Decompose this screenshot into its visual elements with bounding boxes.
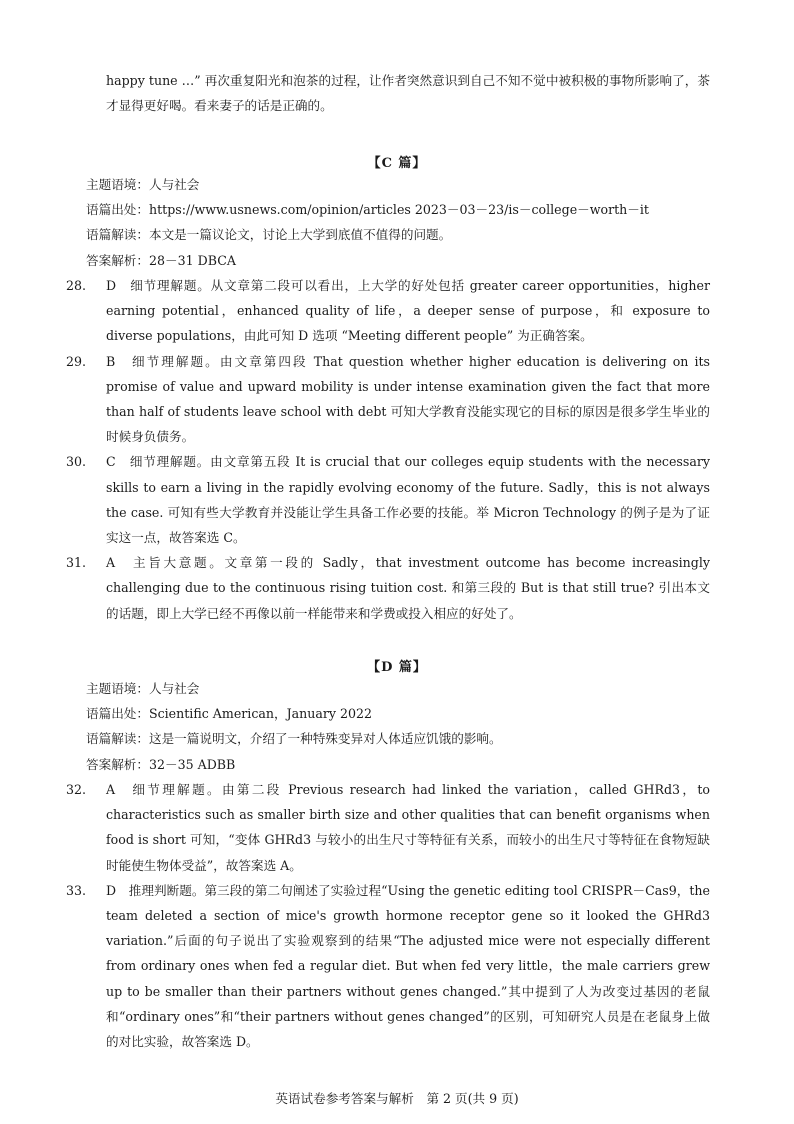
question-item-32 xyxy=(66,777,710,878)
question-explanation: B 细节理解题。由文章第四段 That question whether higher education is delivering on its promise of value and upward mobility is under intense examination given the fact that more than half of students leave school with debt 可知大学教育没能实现它的目标的原因是很多学生毕业的时候身负债务。 xyxy=(106,353,710,445)
intro-paragraph: happy tune …” 再次重复阳光和泡茶的过程，让作者突然意识到自己不知不觉中被积极的事物所影响了，茶才显得更好喝。看来妻子的话是正确的。 xyxy=(106,73,710,114)
question-explanation: A 主旨大意题。文章第一段的 Sadly，that investment outcome has become increasingly challenging due to the continuous rising tuition cost. 和第三段的 But is that still true? 引出本文的话题，即上大学已经不再像以前一样能带来和学费或投入相应的好处了。 xyxy=(106,555,710,621)
section-c-answers: 答案解析：28－31 DBCA xyxy=(86,252,236,268)
section-d-items xyxy=(66,777,710,1054)
section-c-items xyxy=(66,273,710,626)
section-d-theme: 主题语境：人与社会 xyxy=(86,681,200,696)
section-d-summary: 语篇解读：这是一篇说明文，介绍了一种特殊变异对人体适应饥饿的影响。 xyxy=(86,731,502,747)
question-item-33 xyxy=(66,878,710,1054)
question-number: 30. xyxy=(66,454,87,470)
question-number: 32. xyxy=(66,782,87,797)
section-c-source: 语篇出处：https://www.usnews.com/opinion/articles 2023－03－23/is－college－worth－it xyxy=(86,202,649,218)
question-explanation: C 细节理解题。由文章第五段 It is crucial that our colleges equip students with the necessary skills to earn a living in the rapidly evolving economy of the future. Sadly，this is not always the case. 可知有些大学教育并没能让学生具备工作必要的技能。举 Micron Technology 的例子是为了证实这一点，故答案选 C。 xyxy=(106,454,710,546)
question-item-29 xyxy=(66,349,710,450)
question-number: 29. xyxy=(66,353,87,369)
question-item-28 xyxy=(66,273,710,349)
section-d-meta xyxy=(86,676,710,777)
section-c-meta xyxy=(86,172,710,273)
intro-paragraph-block xyxy=(86,68,710,118)
question-item-30 xyxy=(66,449,710,550)
section-d-answers: 答案解析：32－35 ADBB xyxy=(86,756,236,772)
question-number: 31. xyxy=(66,555,87,571)
section-c-summary: 语篇解读：本文是一篇议论文，讨论上大学到底值不值得的问题。 xyxy=(86,227,452,243)
question-explanation: D 细节理解题。从文章第二段可以看出，上大学的好处包括 greater career opportunities，higher earning potential，enhanced quality of life，a deeper sense of purpose，和 exposure to diverse populations，由此可知 D 选项 “Meeting different people” 为正确答案。 xyxy=(106,278,710,344)
section-d-title: 【D 篇】 xyxy=(367,660,427,675)
section-c-title: 【C 篇】 xyxy=(367,156,427,171)
section-c-theme: 主题语境：人与社会 xyxy=(86,177,200,192)
question-explanation: D 推理判断题。第三段的第二句阐述了实验过程“Using the genetic editing tool CRISPR－Cas9，the team deleted a section of mice's growth hormone receptor gene so it looked the GHRd3 variation.”后面的句子说出了实验观察到的结果“The adjusted mice were not especially different from ordinary ones when fed a regular diet. But when fed very little，the male carriers grew up to be smaller than their partners without genes changed.”其中提到了人为改变过基因的老鼠和“ordinary ones”和“their partners without genes changed”的区别，可知研究人员是在老鼠身上做的对比实验，故答案选 D。 xyxy=(106,882,710,1050)
question-number: 33. xyxy=(66,882,87,898)
section-d-source: 语篇出处：Scientific American，January 2022 xyxy=(86,706,373,722)
question-explanation: A 细节理解题。由第二段 Previous research had linked the variation，called GHRd3，to characteristics such as smaller birth size and other qualities that can benefit organisms when food is short 可知，“变体 GHRd3 与较小的出生尺寸等特征有关系，而较小的出生尺寸等特征在食物短缺时能使生物体受益”，故答案选 A。 xyxy=(106,782,710,873)
question-item-31 xyxy=(66,550,710,626)
question-number: 28. xyxy=(66,278,87,293)
page-footer: 英语试卷参考答案与解析 第 2 页(共 9 页) xyxy=(275,1091,519,1106)
